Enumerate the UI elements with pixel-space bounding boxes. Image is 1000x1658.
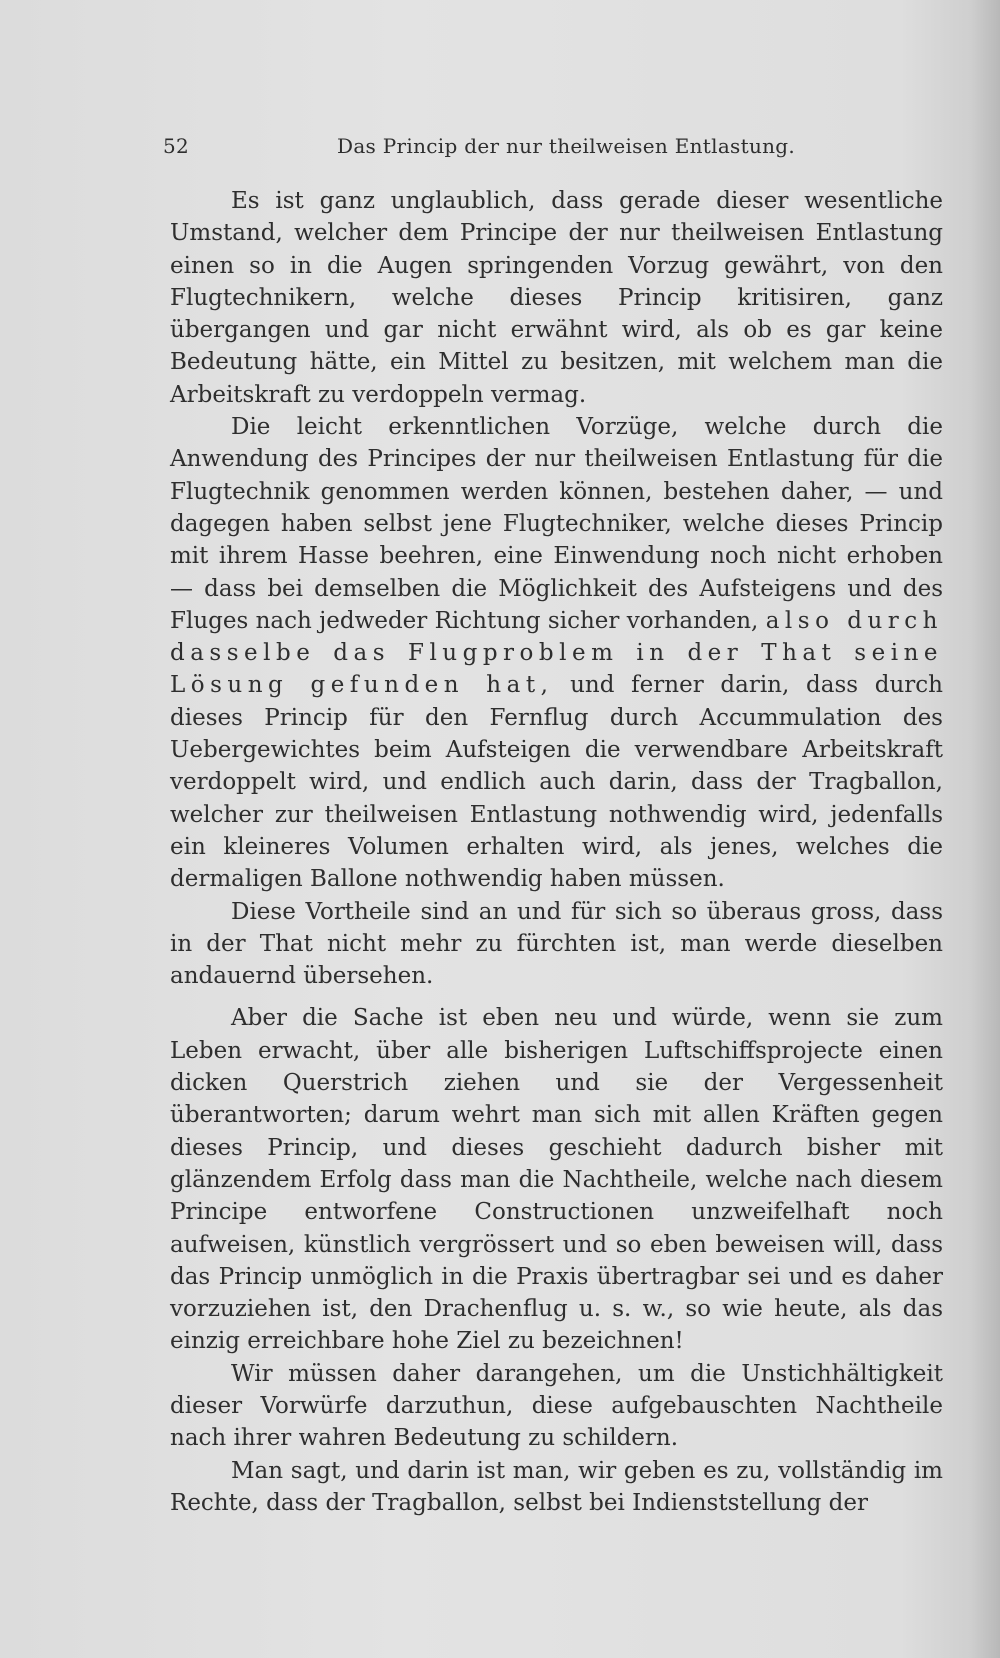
paragraph-2-part-1: Die leicht erkenntlichen Vorzüge, welche durch die Anwendung des Principes der nur theilweisen Entlastung für die Flugtechnik genommen werden können, bestehen daher, — und dagegen haben selbst jene Flugtechniker, welche dieses Princip mit ihrem Hasse beehren, eine Einwendung noch nicht erhoben — dass bei demselben die Möglichkeit des Aufsteigens und des Fluges nach jedweder Richtung sicher vorhanden, [170,414,943,634]
paragraph-2-part-2: und ferner darin, dass durch dieses Princip für den Fernflug durch Accummulation des Uebergewichtes beim Aufsteigen die verwendbare Arbeitskraft verdoppelt wird, und endlich auch darin, dass der Tragballon, welcher zur theilweisen Entlastung nothwendig wird, jedenfalls ein kleineres Volumen erhalten wird, als jenes, welches die dermaligen Ballone nothwendig haben müssen. [170,672,943,893]
paragraph-5: Wir müssen daher darangehen, um die Unstichhältigkeit dieser Vorwürfe darzuthun, diese aufgebauschten Nachtheile nach ihrer wahren Bedeutung zu schildern. [170,1360,943,1452]
paragraph-4: Aber die Sache ist eben neu und würde, wenn sie zum Leben erwacht, über alle bisherigen Luftschiffsprojecte einen dicken Querstrich ziehen und sie der Vergessenheit überantworten; darum wehrt man sich mit allen Kräften gegen dieses Princip, und dieses geschieht dadurch bisher mit glänzendem Erfolg dass man die Nachtheile, welche nach diesem Principe entworfene Constructionen unzweifelhaft noch aufweisen, künstlich vergrössert und so eben beweisen will, dass das Princip unmöglich in die Praxis übertragbar sei und es daher vorzuziehen ist, den Drachenflug u. s. w., so wie heute, als das einzig erreichbare hohe Ziel zu bezeichnen! [170,1005,943,1355]
page-number: 52 [163,134,190,158]
paragraph-1: Es ist ganz unglaublich, dass gerade dieser wesentliche Umstand, welcher dem Principe der nur theilweisen Entlastung einen so in die Augen springenden Vorzug gewährt, von den Flugtechnikern, welche dieses Princip kritisiren, ganz übergangen und gar nicht erwähnt wird, als ob es gar keine Bedeutung hätte, ein Mittel zu besitzen, mit welchem man die Arbeitskraft zu verdoppeln vermag. [170,188,943,408]
paragraph-2 [170,411,943,895]
page-header [163,134,803,164]
body-text [170,185,943,1519]
paragraph-6: Man sagt, und darin ist man, wir geben es zu, vollständig im Rechte, dass der Tragballon, selbst bei Indienststellung der [170,1457,943,1516]
emphasized-phrase: also durch dasselbe das Flugproblem in der That seine Lösung gefunden hat, [170,607,943,699]
paragraph-3: Diese Vortheile sind an und für sich so überaus gross, dass in der That nicht mehr zu fürchten ist, man werde dieselben andauernd übersehen. [170,898,943,990]
running-title: Das Princip der nur theilweisen Entlastung. [337,134,796,158]
